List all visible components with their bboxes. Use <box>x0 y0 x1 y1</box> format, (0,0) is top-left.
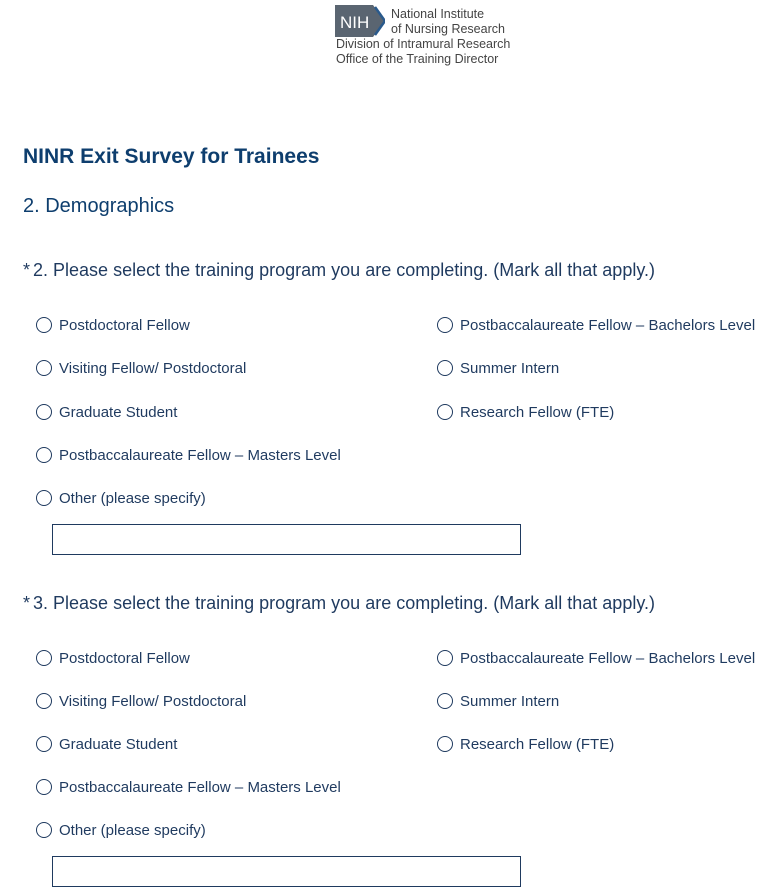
option-label: Graduate Student <box>59 735 178 753</box>
option-label: Other (please specify) <box>59 489 206 507</box>
option-other[interactable] <box>36 819 206 841</box>
logo-line-1: National Institute <box>391 7 485 21</box>
option-label: Postbaccalaureate Fellow – Masters Level <box>59 446 341 464</box>
radio-button[interactable] <box>36 736 52 752</box>
option-label: Postbaccalaureate Fellow – Bachelors Level <box>460 649 756 667</box>
option-label: Summer Intern <box>460 359 560 377</box>
option-postbac-bachelors[interactable] <box>437 647 755 669</box>
option-research-fellow[interactable] <box>437 733 614 755</box>
logo-line-2: of Nursing Research <box>391 22 505 36</box>
radio-button[interactable] <box>36 404 52 420</box>
radio-button[interactable] <box>437 360 453 376</box>
option-label: Graduate Student <box>59 403 178 421</box>
option-label: Postbaccalaureate Fellow – Masters Level <box>59 778 341 796</box>
option-postbac-masters[interactable] <box>36 444 341 466</box>
radio-button[interactable] <box>36 317 52 333</box>
option-summer-intern[interactable] <box>437 357 559 379</box>
radio-button[interactable] <box>437 736 453 752</box>
required-asterisk: * <box>23 593 31 613</box>
option-label: Research Fellow (FTE) <box>460 735 615 753</box>
radio-button[interactable] <box>36 490 52 506</box>
option-label: Summer Intern <box>460 692 560 710</box>
option-postbac-masters[interactable] <box>36 776 341 798</box>
other-specify-input[interactable] <box>52 856 521 887</box>
option-label: Research Fellow (FTE) <box>460 403 615 421</box>
option-research-fellow[interactable] <box>437 401 614 423</box>
logo-badge-text: NIH <box>340 13 370 32</box>
radio-button[interactable] <box>36 360 52 376</box>
question-label: 3. Please select the training program you are completing. (Mark all that apply.) <box>33 593 655 613</box>
page-title: 2. Demographics <box>23 195 175 217</box>
survey-title: NINR Exit Survey for Trainees <box>23 145 320 168</box>
option-label: Postbaccalaureate Fellow – Bachelors Level <box>460 316 756 334</box>
radio-button[interactable] <box>437 404 453 420</box>
option-visiting-fellow[interactable] <box>36 357 246 379</box>
required-asterisk: * <box>23 260 31 280</box>
option-visiting-fellow[interactable] <box>36 690 246 712</box>
option-other[interactable] <box>36 487 206 509</box>
option-summer-intern[interactable] <box>437 690 559 712</box>
option-label: Postdoctoral Fellow <box>59 649 190 667</box>
radio-button[interactable] <box>437 693 453 709</box>
option-label: Other (please specify) <box>59 821 206 839</box>
option-label: Postdoctoral Fellow <box>59 316 190 334</box>
radio-button[interactable] <box>36 822 52 838</box>
option-postdoctoral-fellow[interactable] <box>36 647 190 669</box>
option-postdoctoral-fellow[interactable] <box>36 314 190 336</box>
option-graduate-student[interactable] <box>36 401 177 423</box>
radio-button[interactable] <box>36 650 52 666</box>
radio-button[interactable] <box>437 317 453 333</box>
question-text <box>23 593 655 614</box>
radio-button[interactable] <box>437 650 453 666</box>
option-label: Visiting Fellow/ Postdoctoral <box>59 692 247 710</box>
option-label: Visiting Fellow/ Postdoctoral <box>59 359 247 377</box>
option-graduate-student[interactable] <box>36 733 177 755</box>
radio-button[interactable] <box>36 693 52 709</box>
radio-button[interactable] <box>36 779 52 795</box>
other-specify-input[interactable] <box>52 524 521 555</box>
question-label: 2. Please select the training program you are completing. (Mark all that apply.) <box>33 260 655 280</box>
radio-button[interactable] <box>36 447 52 463</box>
logo-line-3: Division of Intramural Research <box>336 37 511 51</box>
question-text <box>23 260 655 281</box>
logo-line-4: Office of the Training Director <box>336 52 499 66</box>
nih-ninr-logo <box>335 5 525 67</box>
nih-badge-icon <box>335 5 385 37</box>
option-postbac-bachelors[interactable] <box>437 314 755 336</box>
